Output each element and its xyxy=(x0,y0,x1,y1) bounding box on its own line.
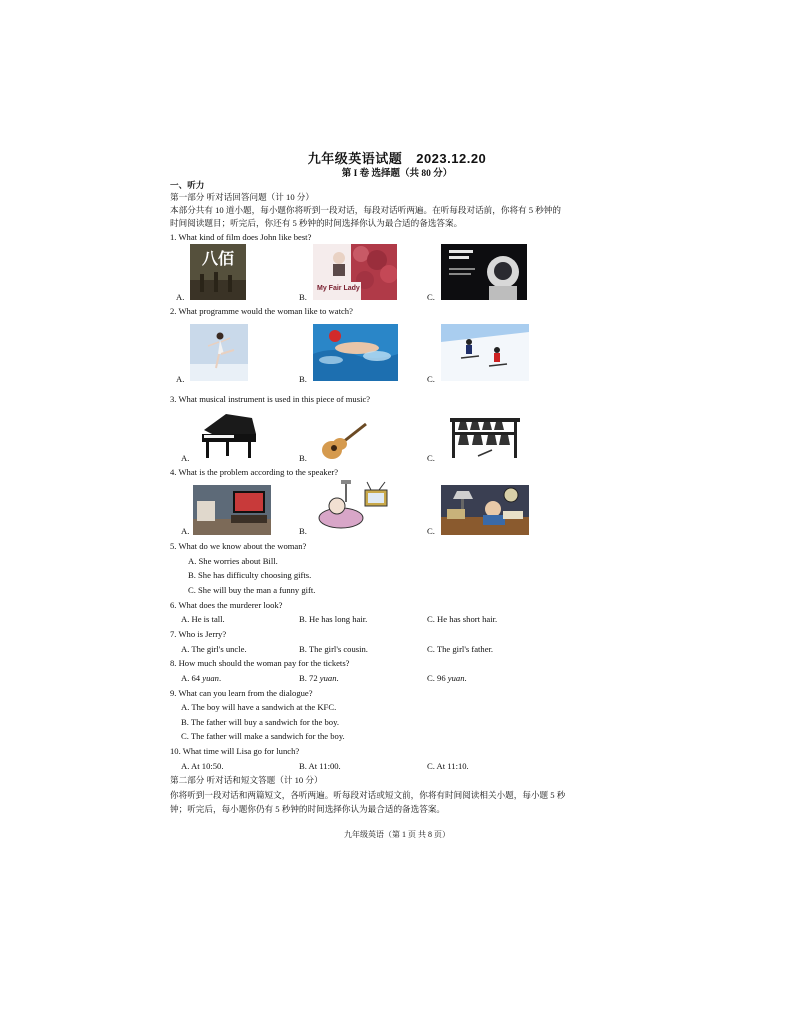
question-9: 9. What can you learn from the dialogue? xyxy=(170,688,313,698)
q8-c-dot: . xyxy=(464,673,467,683)
q5-option-b: B. She has difficulty choosing gifts. xyxy=(188,570,312,580)
question-2: 2. What programme would the woman like to watch? xyxy=(170,306,353,316)
q10-option-b: B. At 11:00. xyxy=(299,761,341,771)
q4-option-b-label: B. xyxy=(299,526,307,536)
q8-c-unit: yuan xyxy=(447,673,465,683)
q9-option-c: C. The father will make a sandwich for the boy. xyxy=(181,731,345,741)
guitar-image xyxy=(318,420,370,462)
exam-date: 2023.12.20 xyxy=(416,151,487,166)
q5-option-c: C. She will buy the man a funny gift. xyxy=(188,585,316,595)
question-3: 3. What musical instrument is used in this piece of music? xyxy=(170,394,371,404)
q8-option-b xyxy=(299,673,339,683)
question-1: 1. What kind of film does John like best? xyxy=(170,232,312,242)
studying-late-image xyxy=(441,485,529,535)
q10-option-c: C. At 11:10. xyxy=(427,761,469,771)
skiing-image xyxy=(441,324,529,381)
q4-option-c-label: C. xyxy=(427,526,435,536)
question-5: 5. What do we know about the woman? xyxy=(170,541,307,551)
q8-c-amount: C. 96 xyxy=(427,673,448,683)
figure-skating-image xyxy=(190,324,248,381)
poster-a-title: 八佰 xyxy=(201,249,235,268)
cartoon-tv-image xyxy=(313,480,391,530)
q2-option-b-label: B. xyxy=(299,374,307,384)
q10-option-a: A. At 10:50. xyxy=(181,761,224,771)
part1-heading: 第一部分 听对话回答问题（计 10 分） xyxy=(170,192,314,202)
part1-instructions-line1: 本部分共有 10 道小题，每小题你将听到一段对话，每段对话听两遍。在听每段对话前，你将有 5 秒钟的 xyxy=(170,205,562,215)
question-7: 7. Who is Jerry? xyxy=(170,629,227,639)
q4-option-a-label: A. xyxy=(181,526,190,536)
chime-bells-image xyxy=(444,412,524,462)
q8-option-a xyxy=(181,673,221,683)
swimming-image xyxy=(313,324,398,381)
q1-option-a-label: A. xyxy=(176,292,185,302)
q3-option-c-label: C. xyxy=(427,453,435,463)
q6-option-b: B. He has long hair. xyxy=(299,614,368,624)
q6-option-c: C. He has short hair. xyxy=(427,614,498,624)
q7-option-c: C. The girl's father. xyxy=(427,644,494,654)
q3-option-a-label: A. xyxy=(181,453,190,463)
living-room-tv-image xyxy=(193,485,271,535)
part2-instructions-line2: 钟；听完后，每小题你仍有 5 秒钟的时间选择你认为最合适的备选答案。 xyxy=(170,804,446,814)
part2-instructions-line1: 你将听到一段对话和两篇短文，各听两遍。听每段对话或短文前，你将有时间阅读相关小题，每小题 5 秒 xyxy=(170,790,566,800)
war-film-poster-image xyxy=(190,244,246,300)
question-8: 8. How much should the woman pay for the tickets? xyxy=(170,658,350,668)
q1-option-c-label: C. xyxy=(427,292,435,302)
q8-b-unit: yuan xyxy=(319,673,337,683)
romance-film-poster-image xyxy=(313,244,397,300)
q7-option-a: A. The girl's uncle. xyxy=(181,644,247,654)
q9-option-b: B. The father will buy a sandwich for the boy. xyxy=(181,717,339,727)
q8-a-amount: A. 64 xyxy=(181,673,203,683)
q5-option-a: A. She worries about Bill. xyxy=(188,556,278,566)
q8-b-amount: B. 72 xyxy=(299,673,320,683)
poster-b-title: My Fair Lady xyxy=(317,285,360,292)
question-10: 10. What time will Lisa go for lunch? xyxy=(170,746,300,756)
q6-option-a: A. He is tall. xyxy=(181,614,225,624)
part1-instructions-line2: 时间阅读题目；听完后，你还有 5 秒钟的时间选择你认为最合适的备选答案。 xyxy=(170,218,463,228)
question-6: 6. What does the murderer look? xyxy=(170,600,283,610)
q2-option-a-label: A. xyxy=(176,374,185,384)
space-film-poster-image xyxy=(441,244,527,300)
q8-a-unit: yuan xyxy=(202,673,219,683)
question-4: 4. What is the problem according to the speaker? xyxy=(170,467,339,477)
q7-option-b: B. The girl's cousin. xyxy=(299,644,368,654)
q3-option-b-label: B. xyxy=(299,453,307,463)
q8-a-dot: . xyxy=(218,673,222,683)
q1-option-b-label: B. xyxy=(299,292,307,302)
page-subtitle: 第 I 卷 选择题（共 80 分） xyxy=(341,169,453,179)
q2-option-c-label: C. xyxy=(427,374,435,384)
q8-b-dot: . xyxy=(336,673,339,683)
page-footer: 九年级英语（第 1 页 共 8 页） xyxy=(344,830,450,839)
piano-image xyxy=(196,410,262,460)
q8-option-c xyxy=(427,673,467,683)
q9-option-a: A. The boy will have a sandwich at the KFC. xyxy=(181,702,337,712)
title-text: 九年级英语试题 xyxy=(307,151,403,166)
part2-heading: 第二部分 听对话和短文答题（计 10 分） xyxy=(170,775,323,785)
section-heading: 一、听力 xyxy=(170,180,205,190)
